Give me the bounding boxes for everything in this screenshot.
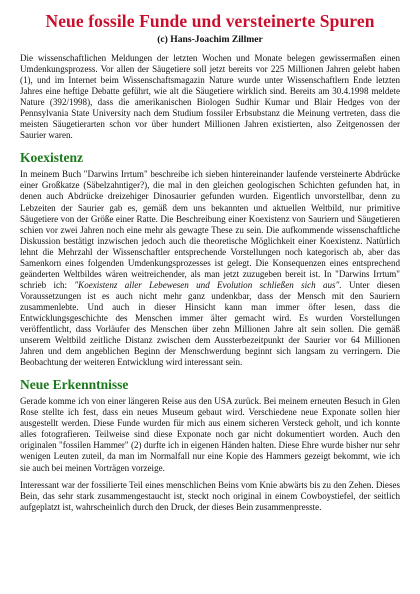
article-title: Neue fossile Funde und versteinerte Spuren [45, 11, 375, 31]
koexistenz-paragraph [20, 169, 400, 368]
article-author: (c) Hans-Joachim Zillmer [157, 34, 263, 45]
koexistenz-text-after-quote: Unter diesen Voraussetzungen ist es auch nicht mehr ganz undenkbar, dass der Mensch mit den Sauriern zusammenlebte. Und auch in dieser Hinsicht kann man immer öfter lesen, dass die Entwicklungsgeschichte des Menschen immer älter gemacht wird. Es wurden Vorstellungen veröffentlicht, dass Vorläufer des Menschen über zehn Millionen Jahre alt sein sollen. Die gemäß unserem Weltbild zeitliche Distanz zwischen dem Aussterbezeitpunkt der Saurier vor 64 Millionen Jahren und dem angeblichen Beginn der Menschwerdung beginnt sich langsam zu verringern. Die Beobachtung der weiteren Entwicklung wird interessant sein. [20, 279, 400, 368]
intro-paragraph: Die wissenschaftlichen Meldungen der letzten Wochen und Monate belegen gewissermaßen einen Umdenkungsprozess. Vor allen der Säugetiere soll jetzt bereits vor 225 Millionen Jahren gelebt haben (1), und im Internet beim Wissenschaftsmagazin Nature wurde unter Wissenschaftlern Ende letzten Jahres eine heftige Debatte geführt, wie alt die Säugetiere wirklich sind. Bereits am 30.4.1998 meldete Nature (392/1998), dass die amerikanischen Biologen Sudhir Kumar und Blair Hedges von der Pennsylvania State University nach dem Studium fossiler Erbsubstanz die Meinung vertreten, dass die meisten Säugetierarten schon vor über hundert Millionen Jahren existierten, also Zeitgenossen der Saurier waren. [20, 53, 400, 141]
section-heading-neue-erkenntnisse: Neue Erkenntnisse [20, 377, 129, 393]
section-heading-koexistenz: Koexistenz [20, 150, 83, 166]
erkenntnisse-paragraph-2: Interessant war der fossilierte Teil eines menschlichen Beins vom Knie abwärts bis zu den Zehen. Dieses Bein, das sehr stark zusammengestaucht ist, steckt noch original in einem Cowboystiefel, der seitlich aufgeplatzt ist, wahrscheinlich durch den Druck, der dieses Bein zusammenpresste. [20, 479, 400, 512]
erkenntnisse-paragraph-1: Gerade komme ich von einer längeren Reise aus den USA zurück. Bei meinem erneuten Besuch in Glen Rose stellte ich fest, dass ein neues Museum gebaut wird. Verschiedene neue Exponate sollen hier ausgestellt werden. Diese Funde wurden für mich aus einem sicheren Versteck geholt, und ich konnte alles fotografieren. Teilweise sind diese Exponate noch gar nicht dokumentiert worden. Auch den originalen "fossilen Hammer" (2) durfte ich in eigenen Händen halten. Diese Ehre wurde bisher nur sehr wenigen Leuten zuteil, da man im Normalfall nur eine Kopie des Hammers gezeigt bekommt, wie ich sie auch bei meinen Vorträgen vorzeige. [20, 396, 400, 473]
koexistenz-quote: "Koexistenz aller Lebewesen und Evolution schließen sich aus". [74, 279, 342, 290]
koexistenz-text-before-quote: In meinem Buch "Darwins Irrtum" beschreibe ich sieben hintereinander laufende versteinerte Abdrücke einer Großkatze (Säbelzahntiger?), die mal in den gleichen geologischen Schichten gefunden hat, in denen auch Abdrücke dreizehiger Dinosaurier gefunden wurden. Eigentlich unvorstellbar, denn zu Lebzeiten der Saurier gab es, gemäß dem uns bekannten und aktuellen Weltbild, nur primitive Säugetiere von der Größe einer Ratte. Die Beschreibung einer Koexistenz von Sauriern und Säugetieren schien vor zwei Jahren noch eine mehr als gewagte These zu sein. Die aufkommende wissenschaftliche Diskussion bestätigt inzwischen jedoch auch die theoretische Möglichkeit einer Koexistenz. Natürlich lehnt die Mehrzahl der Wissenschaftler entsprechende Vorstellungen noch kategorisch ab, aber das Samenkorn eines folgenden Umdenkungsprozesses ist gelegt. Die Konsequenzen eines entsprechend geänderten Weltbildes wären weitreichender, als man jetzt zuzugeben bereit ist. In "Darwins Irrtum" schrieb ich: [20, 169, 400, 290]
